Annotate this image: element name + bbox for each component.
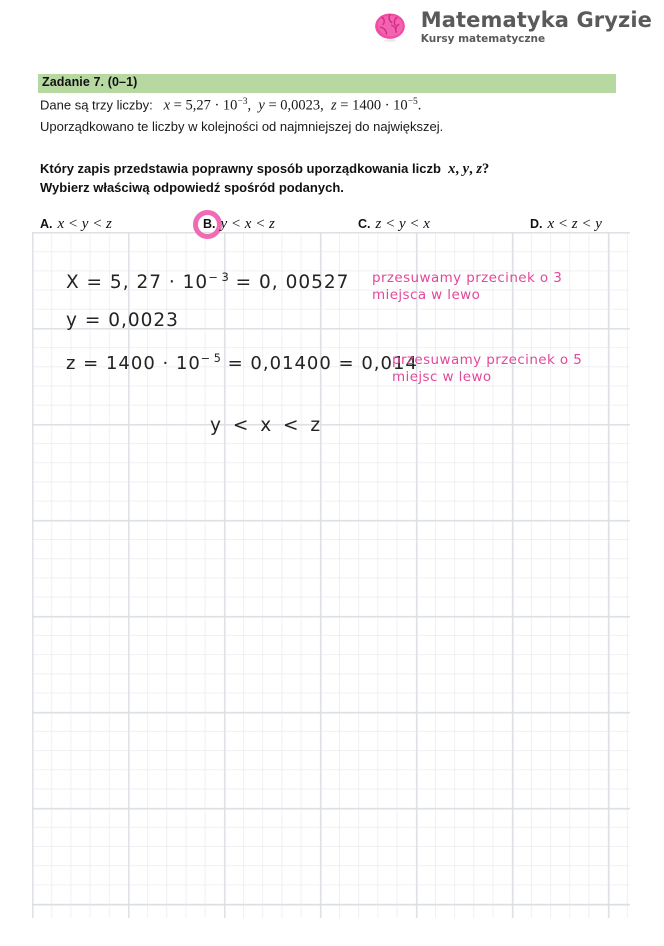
handwritten-note-1-line-1: przesuwamy przecinek o 3	[372, 270, 563, 286]
answer-option-d-expr: x < z < y	[547, 216, 602, 232]
handwritten-line-y: y = 0,0023	[66, 310, 179, 331]
grid-paper-background	[32, 232, 630, 918]
answer-option-b-expr: y < x < z	[220, 216, 275, 232]
handwritten-line-z-left: z = 1400 · 10	[66, 353, 201, 374]
question-line-1: Który zapis przedstawia poprawny sposób uporządkowania liczb x, y, z?	[40, 161, 490, 177]
statement-math: x	[156, 97, 171, 114]
handwritten-note-2-line-2: miejsc w lewo	[392, 369, 492, 385]
handwritten-note-1-line-2: miejsca w lewo	[372, 287, 481, 303]
answer-options	[40, 216, 640, 238]
answer-option-c-letter: C.	[358, 217, 371, 231]
handwritten-note-2-line-1: przesuwamy przecinek o 5	[392, 352, 583, 368]
question-line-2: Wybierz właściwą odpowiedź spośród podanych.	[40, 180, 344, 195]
brain-icon	[369, 6, 411, 48]
logo-title: Matematyka Gryzie	[420, 8, 652, 33]
handwritten-line-x-right: = 0, 00527	[235, 272, 350, 294]
statement-line-1: Dane są trzy liczby: $x = 5,27 \cdot 10^{-3}$, y = 0,0023, $z = 1400 \cdot 10^{-5}$.	[40, 97, 422, 114]
answer-option-c[interactable]	[358, 216, 430, 233]
handwritten-line-x-left: X = 5, 27 · 10	[66, 272, 209, 294]
logo-subtitle: Kursy matematyczne	[420, 32, 546, 45]
answer-option-a-letter: A.	[40, 217, 53, 231]
answer-option-a[interactable]	[40, 216, 112, 233]
statement-prefix: Dane są trzy liczby:	[40, 97, 153, 113]
answer-option-b[interactable]	[203, 216, 275, 233]
handwritten-final-answer: y < x < z	[210, 415, 324, 436]
answer-option-d-letter: D.	[530, 217, 543, 231]
handwritten-line-x-exponent: − 3	[208, 270, 229, 284]
task-number-label: Zadanie 7. (0–1)	[42, 75, 138, 89]
answer-option-c-expr: z < y < x	[375, 216, 430, 232]
brand-logo	[369, 6, 652, 48]
answer-option-a-expr: x < y < z	[57, 216, 112, 232]
handwritten-line-z-exponent: − 5	[200, 352, 221, 365]
handwritten-line-z-right: = 0,01400 = 0,014	[227, 353, 418, 374]
answer-option-b-letter: B.	[203, 217, 216, 231]
answer-option-d[interactable]	[530, 216, 602, 233]
statement-line-2: Uporządkowano te liczby w kolejności od najmniejszej do największej.	[40, 119, 444, 134]
